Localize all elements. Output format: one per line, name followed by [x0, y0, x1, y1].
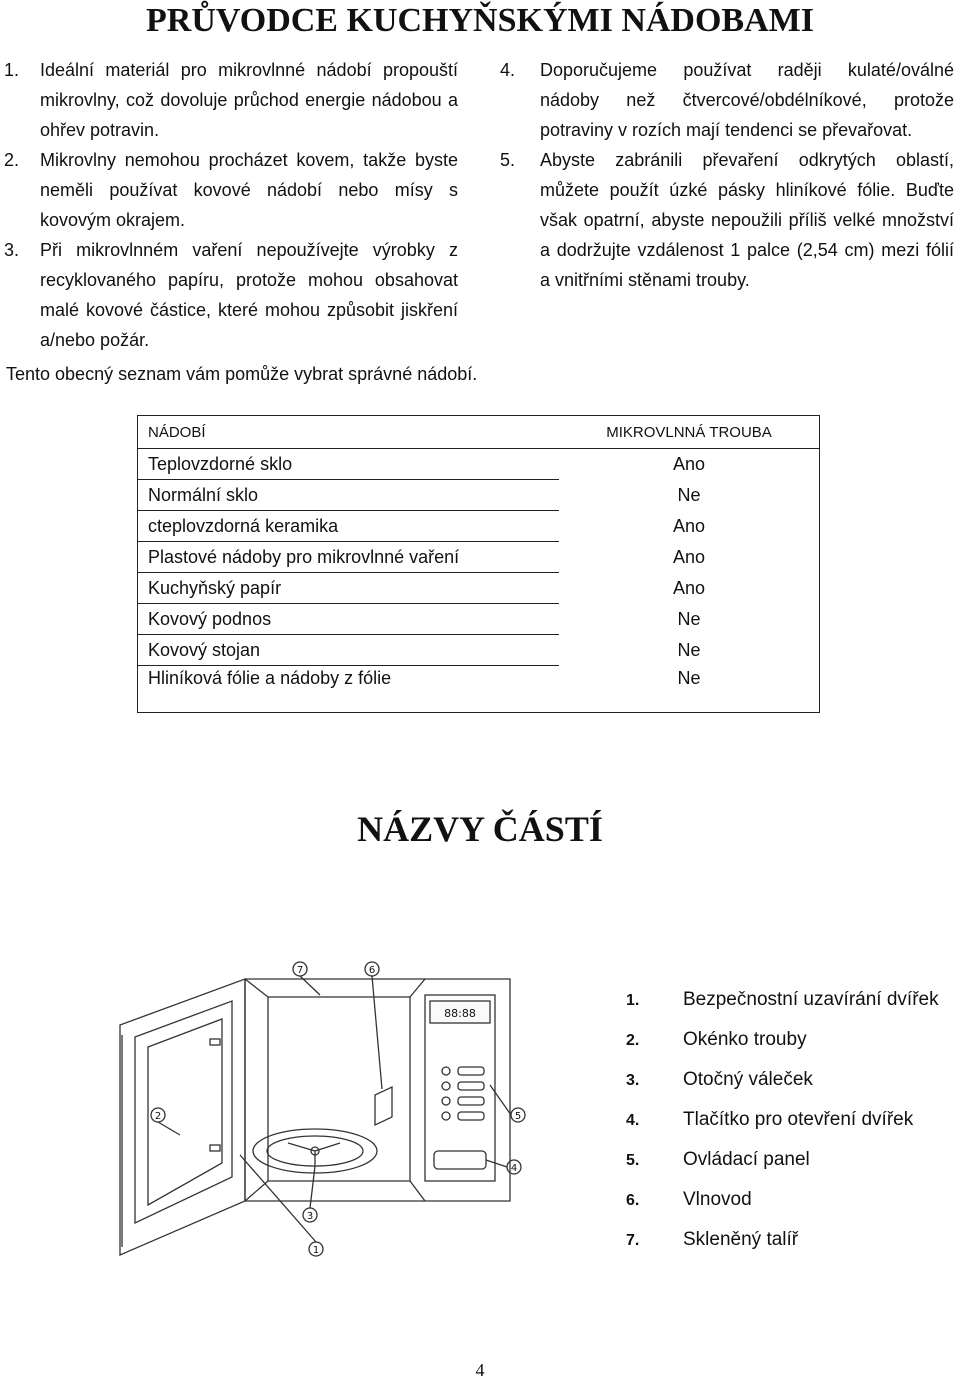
part-label: Bezpečnostní uzavírání dvířek — [683, 989, 939, 1010]
table-cell: Teplovzdorné sklo — [138, 449, 560, 480]
table-cell: Kovový stojan — [138, 635, 560, 666]
tip-number: 2. — [4, 150, 20, 170]
list-item — [626, 1100, 939, 1140]
callout-4: 4 — [510, 1163, 518, 1174]
part-number: 1. — [626, 992, 640, 1009]
waveguide-cover — [375, 1087, 392, 1125]
table-header-row — [138, 416, 820, 449]
page-number: 4 — [475, 1360, 485, 1380]
table-row — [138, 542, 820, 573]
display-readout: 88:88 — [444, 1007, 476, 1020]
control-button — [442, 1097, 450, 1105]
part-label: Skleněný talíř — [683, 1229, 799, 1250]
part-label: Okénko trouby — [683, 1029, 807, 1050]
table-cell: Ano — [672, 515, 706, 536]
table-row — [138, 573, 820, 604]
tip-number: 3. — [4, 240, 20, 260]
parts-list — [626, 980, 939, 1260]
list-item — [626, 1060, 939, 1100]
door-window — [135, 1001, 232, 1223]
table-row — [138, 449, 820, 480]
oven-door — [120, 979, 245, 1255]
microwave-diagram — [100, 955, 540, 1275]
tip-text: Ideální materiál pro mikrovlnné nádobí propouští mikrovlny, což dovoluje průchod energie nádobou a ohřev potravin. — [40, 60, 458, 140]
list-item — [626, 1220, 939, 1260]
table-cell: Hliníková fólie a nádoby z fólie — [148, 668, 392, 688]
tip-number: 1. — [4, 60, 20, 80]
table-row — [138, 666, 820, 713]
table-cell: Ano — [672, 546, 706, 567]
tip-item — [0, 55, 458, 145]
table-cell: Ne — [677, 639, 701, 660]
table-cell: Kovový podnos — [138, 604, 560, 635]
tip-number: 4. — [500, 60, 516, 80]
callout-3: 3 — [306, 1211, 314, 1222]
list-item — [626, 1180, 939, 1220]
part-label: Otočný váleček — [683, 1069, 813, 1090]
tip-text: Mikrovlny nemohou procházet kovem, takže byste neměli používat kovové nádobí nebo mísy s kovovým okrajem. — [40, 150, 458, 230]
table-cell: Ne — [677, 667, 701, 688]
table-cell: Ano — [672, 577, 706, 598]
list-item — [626, 980, 939, 1020]
list-item — [626, 1140, 939, 1180]
cookware-table — [137, 415, 820, 713]
page-title: PRŮVODCE KUCHYŇSKÝMI NÁDOBAMI — [146, 2, 814, 39]
table-header-microwave: MIKROVLNNÁ TROUBA — [559, 416, 820, 449]
tip-item — [0, 235, 458, 355]
tips-left-column — [0, 55, 458, 355]
door-open-button — [434, 1151, 486, 1169]
table-cell: Normální sklo — [138, 480, 560, 511]
tip-item — [0, 145, 458, 235]
tip-text: Abyste zabránili převaření odkrytých oblastí, můžete použít úzké pásky hliníkové fólie. Buďte však opatrní, abyste nepoužili příliš velké množství a dodržujte vzdálenost 1 palce (2,54 cm) mezi fólií a vnitřními stěnami trouby. — [540, 150, 954, 290]
callout-6: 6 — [368, 965, 376, 976]
table-header-cookware: NÁDOBÍ — [138, 416, 560, 449]
part-number: 3. — [626, 1072, 640, 1089]
part-label: Tlačítko pro otevření dvířek — [683, 1109, 914, 1130]
table-cell: Ano — [672, 453, 706, 474]
control-button — [442, 1082, 450, 1090]
callout-5: 5 — [514, 1111, 522, 1122]
callout-1: 1 — [312, 1245, 320, 1256]
table-cell: cteplovzdorná keramika — [138, 511, 560, 542]
table-row — [138, 635, 820, 666]
table-row — [138, 511, 820, 542]
summary-text: Tento obecný seznam vám pomůže vybrat správné nádobí. — [6, 364, 478, 384]
tip-item — [498, 55, 954, 145]
callout-7: 7 — [296, 965, 304, 976]
part-number: 4. — [626, 1112, 640, 1129]
section-title: NÁZVY ČÁSTÍ — [357, 809, 603, 849]
part-label: Vlnovod — [683, 1189, 752, 1210]
part-number: 7. — [626, 1232, 640, 1249]
table-cell: Ne — [677, 608, 701, 629]
list-item — [626, 1020, 939, 1060]
tip-item — [498, 145, 954, 295]
part-label: Ovládací panel — [683, 1149, 810, 1170]
table-cell: Plastové nádoby pro mikrovlnné vaření — [138, 542, 560, 573]
callout-2: 2 — [154, 1111, 162, 1122]
table-cell: Ne — [677, 484, 701, 505]
tip-number: 5. — [500, 150, 516, 170]
control-button — [442, 1112, 450, 1120]
tips-right-column — [498, 55, 954, 295]
table-row — [138, 604, 820, 635]
control-button — [442, 1067, 450, 1075]
table-row — [138, 480, 820, 511]
table-cell: Kuchyňský papír — [138, 573, 560, 604]
tip-text: Doporučujeme používat raději kulaté/oválné nádoby než čtvercové/obdélníkové, protože potraviny v rozích mají tendenci se převařovat. — [540, 60, 954, 140]
part-number: 6. — [626, 1192, 640, 1209]
tip-text: Při mikrovlnném vaření nepoužívejte výrobky z recyklovaného papíru, protože mohou obsahovat malé kovové částice, které mohou způsobit jiskření a/nebo požár. — [40, 240, 458, 350]
part-number: 5. — [626, 1152, 640, 1169]
part-number: 2. — [626, 1032, 640, 1049]
